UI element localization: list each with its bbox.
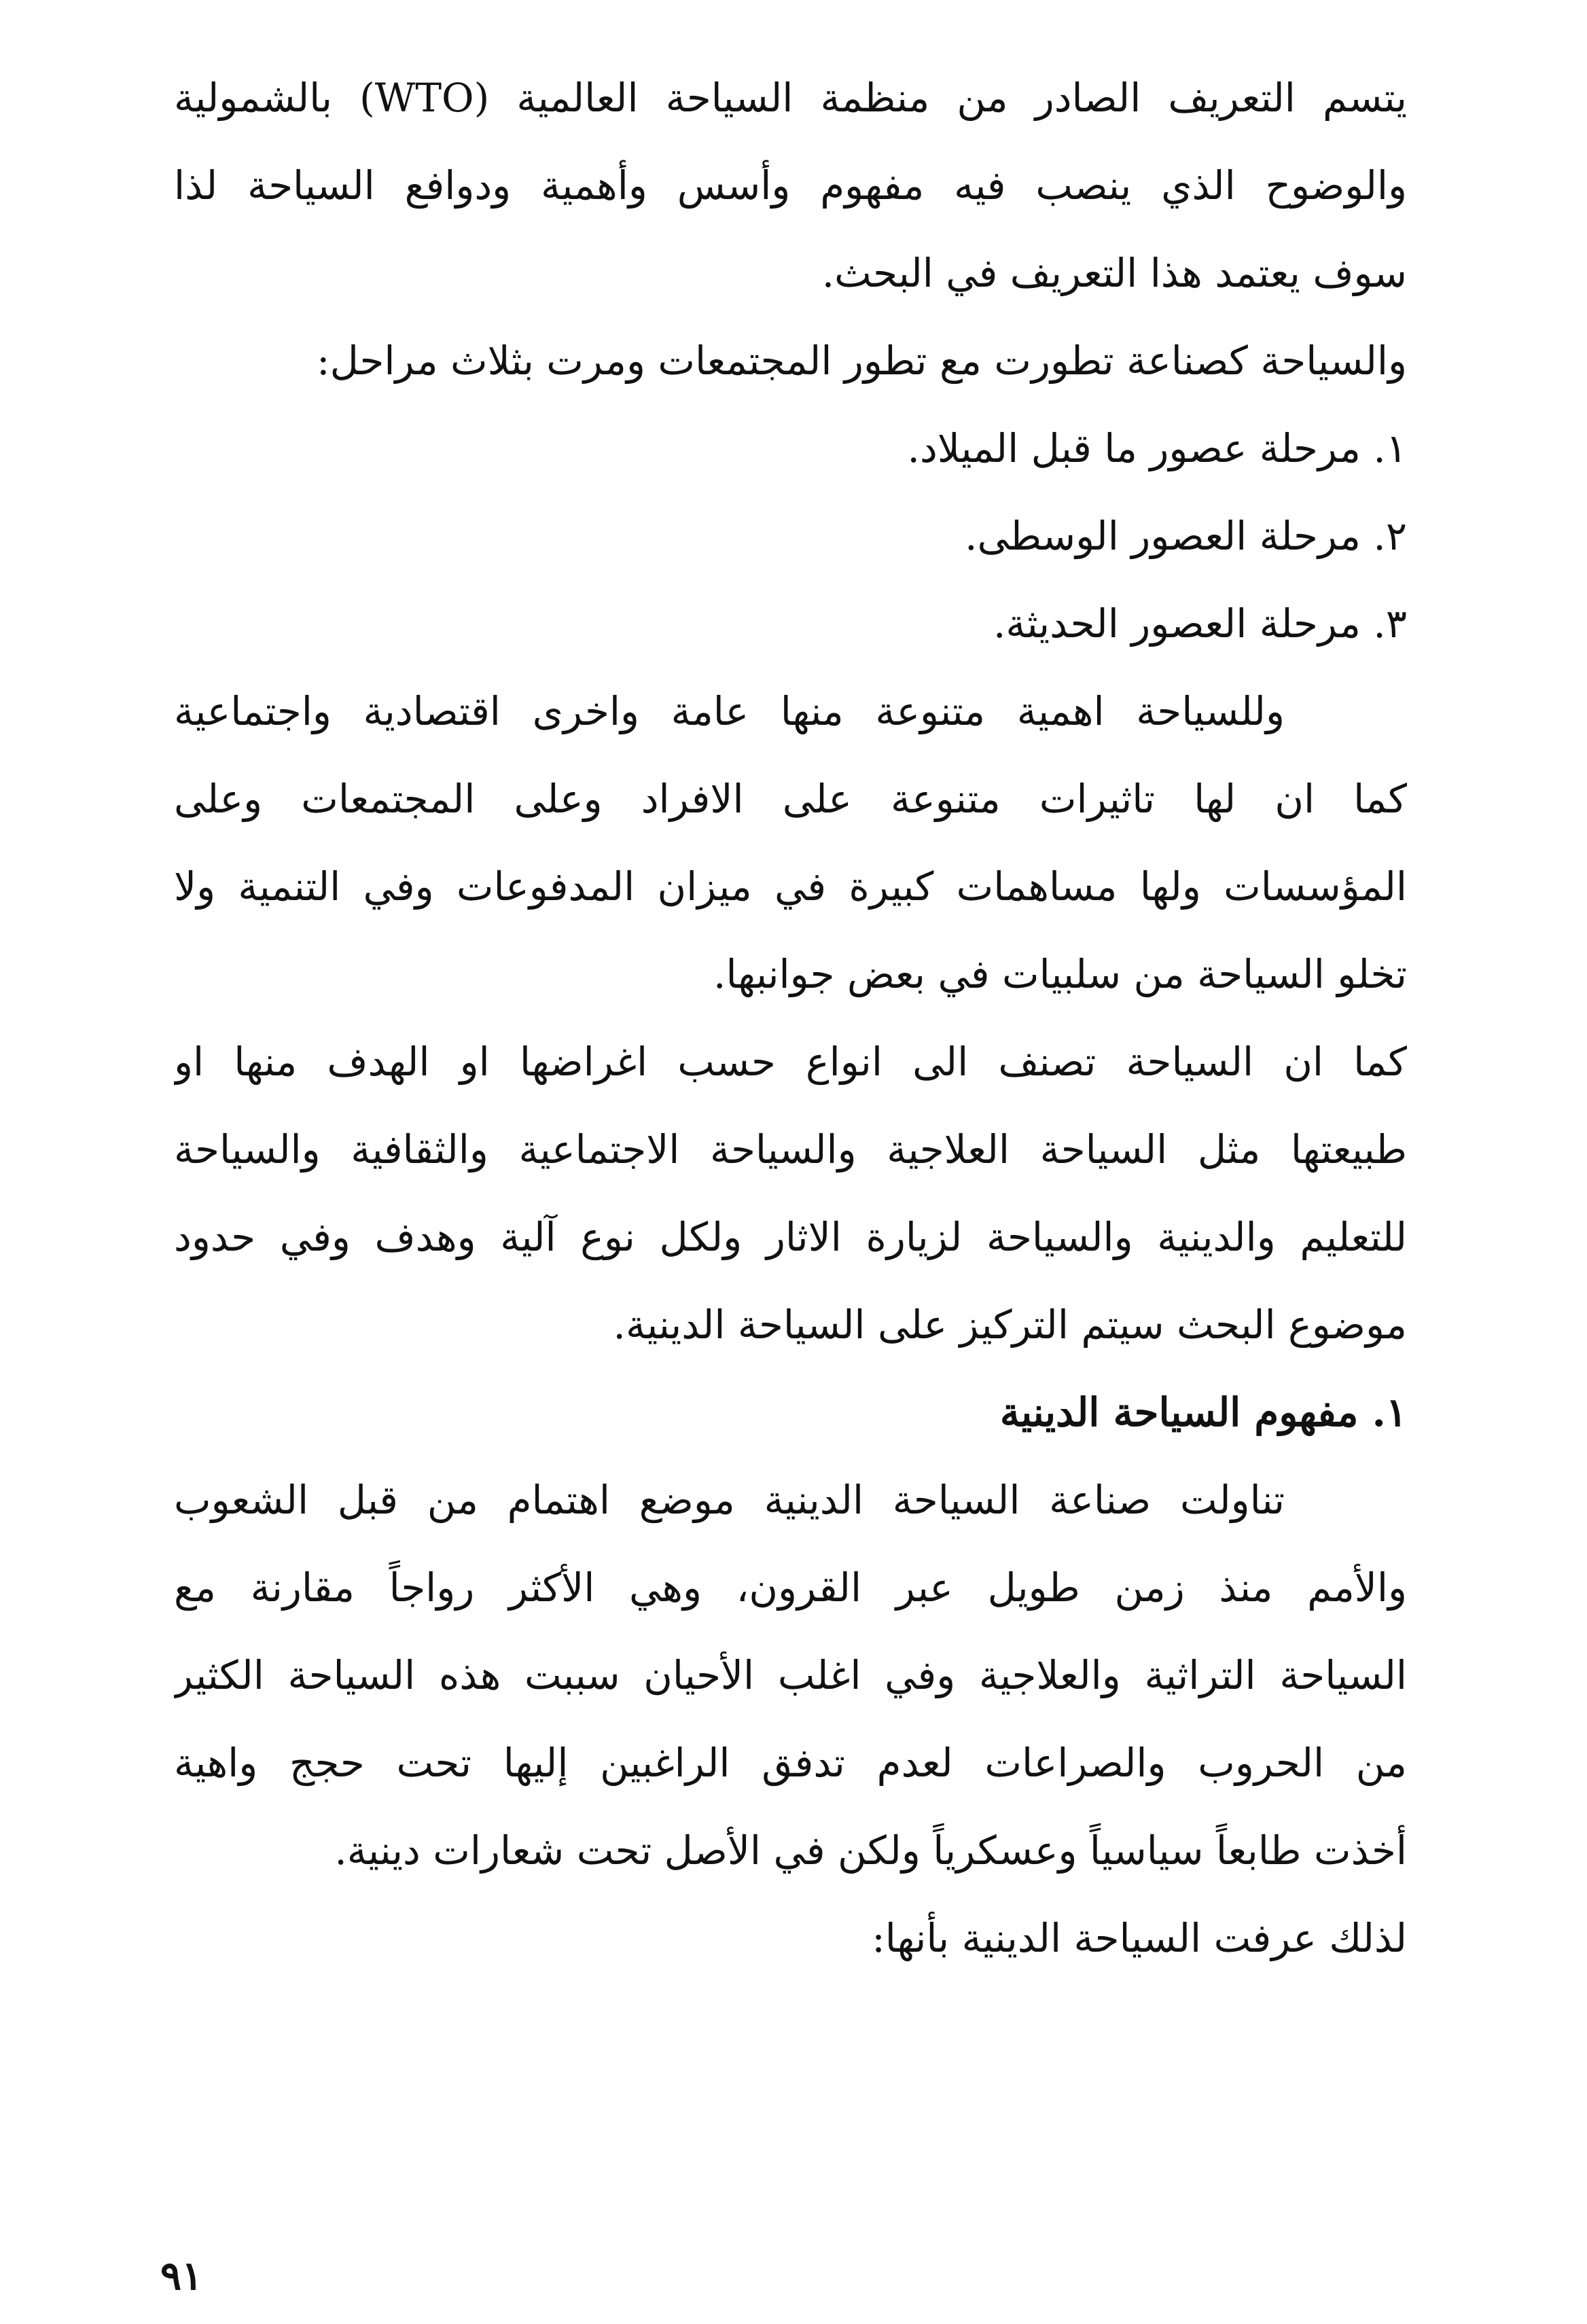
- paragraph-line: تناولت صناعة السياحة الدينية موضع اهتمام من قبل الشعوب: [174, 1477, 1285, 1523]
- paragraph-line: أخذت طابعاً سياسياً وعسكرياً ولكن في الأصل تحت شعارات دينية.: [334, 1827, 1407, 1874]
- paragraph-line: سوف يعتمد هذا التعريف في البحث.: [821, 250, 1407, 296]
- section-heading: ١. مفهوم السياحة الدينية: [999, 1389, 1407, 1435]
- paragraph-line: من الحروب والصراعات لعدم تدفق الراغبين إليها تحت حجج واهية: [174, 1740, 1407, 1786]
- paragraph-line: موضوع البحث سيتم التركيز على السياحة الدينية.: [613, 1302, 1407, 1348]
- body-text: [174, 54, 1407, 1982]
- paragraph-line: والوضوح الذي ينصب فيه مفهوم وأسس وأهمية ودوافع السياحة لذا: [174, 162, 1407, 209]
- list-item: ١. مرحلة عصور ما قبل الميلاد.: [907, 425, 1407, 471]
- paragraph-line: السياحة التراثية والعلاجية وفي اغلب الأحيان سببت هذه السياحة الكثير: [174, 1652, 1407, 1698]
- paragraph-line: والسياحة كصناعة تطورت مع تطور المجتمعات ومرت بثلاث مراحل:: [317, 338, 1407, 384]
- paragraph-line: لذلك عرفت السياحة الدينية بأنها:: [872, 1915, 1407, 1961]
- list-item: ٣. مرحلة العصور الحديثة.: [993, 601, 1407, 647]
- paragraph-line: تخلو السياحة من سلبيات في بعض جوانبها.: [713, 951, 1407, 997]
- paragraph-line: والأمم منذ زمن طويل عبر القرون، وهي الأكثر رواجاً مقارنة مع: [174, 1565, 1407, 1611]
- page-number: ٩١: [160, 2253, 203, 2299]
- list-item: ٢. مرحلة العصور الوسطى.: [965, 513, 1407, 559]
- paragraph-line: المؤسسات ولها مساهمات كبيرة في ميزان المدفوعات وفي التنمية ولا: [174, 863, 1407, 910]
- paragraph-line: كما ان السياحة تصنف الى انواع حسب اغراضها او الهدف منها او: [174, 1039, 1407, 1085]
- paragraph-line: وللسياحة اهمية متنوعة منها عامة واخرى اقتصادية واجتماعية: [174, 688, 1285, 734]
- paragraph-line: طبيعتها مثل السياحة العلاجية والسياحة الاجتماعية والثقافية والسياحة: [174, 1126, 1407, 1173]
- paragraph-line: كما ان لها تاثيرات متنوعة على الافراد وعلى المجتمعات وعلى: [174, 776, 1407, 822]
- paragraph-line: للتعليم والدينية والسياحة لزيارة الاثار ولكل نوع آلية وهدف وفي حدود: [174, 1214, 1407, 1260]
- paragraph-line: يتسم التعريف الصادر من منظمة السياحة العالمية (WTO) بالشمولية: [174, 75, 1407, 121]
